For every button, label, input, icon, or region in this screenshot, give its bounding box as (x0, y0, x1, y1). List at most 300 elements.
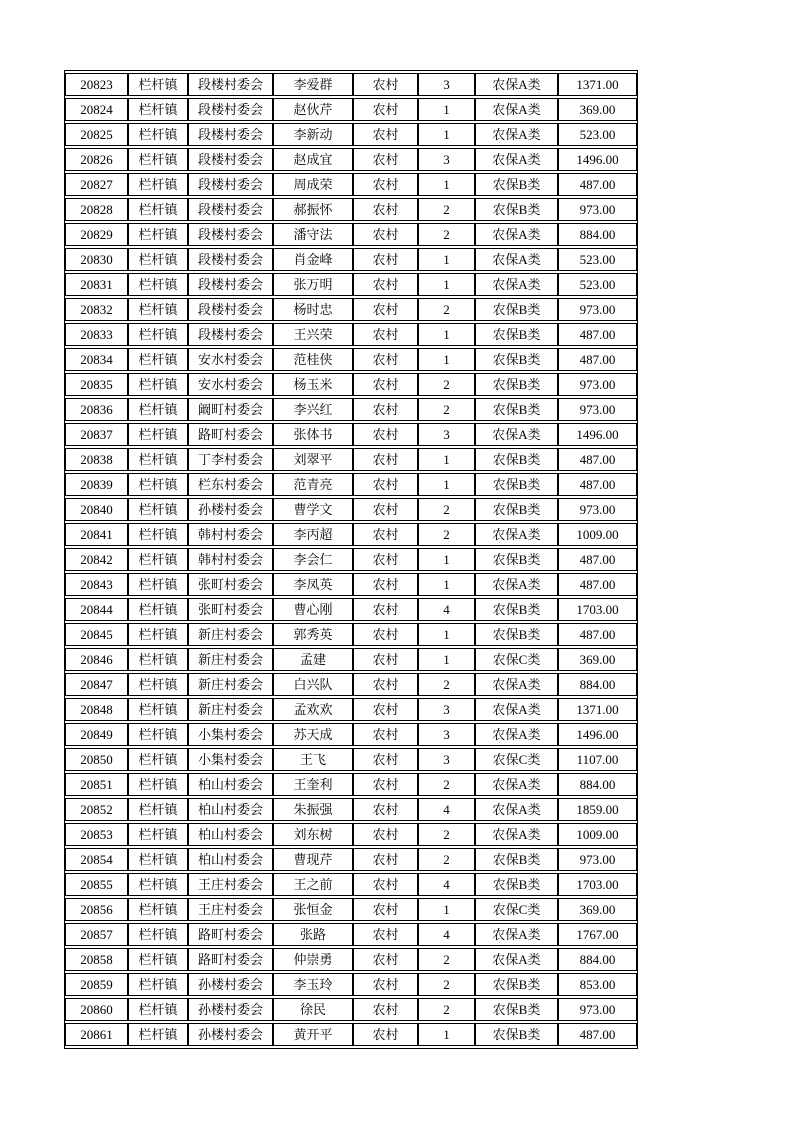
cell-member-count: 1 (418, 323, 475, 346)
cell-town: 栏杆镇 (128, 73, 188, 96)
cell-town: 栏杆镇 (128, 1023, 188, 1046)
cell-amount: 1009.00 (558, 823, 637, 846)
cell-member-count: 4 (418, 873, 475, 896)
cell-person-name: 朱振强 (273, 798, 353, 821)
cell-amount: 1496.00 (558, 423, 637, 446)
cell-serial-number: 20848 (65, 698, 128, 721)
cell-member-count: 1 (418, 573, 475, 596)
cell-amount: 1703.00 (558, 598, 637, 621)
cell-serial-number: 20838 (65, 448, 128, 471)
table-row (65, 723, 637, 746)
cell-town: 栏杆镇 (128, 823, 188, 846)
table-row (65, 873, 637, 896)
cell-residence-type: 农村 (353, 323, 418, 346)
cell-serial-number: 20858 (65, 948, 128, 971)
cell-village-committee: 段楼村委会 (188, 148, 273, 171)
cell-village-committee: 段楼村委会 (188, 273, 273, 296)
cell-insurance-category: 农保B类 (475, 548, 558, 571)
cell-amount: 523.00 (558, 123, 637, 146)
cell-town: 栏杆镇 (128, 798, 188, 821)
cell-village-committee: 阚町村委会 (188, 398, 273, 421)
table-row (65, 748, 637, 771)
cell-residence-type: 农村 (353, 823, 418, 846)
cell-residence-type: 农村 (353, 648, 418, 671)
cell-insurance-category: 农保A类 (475, 273, 558, 296)
cell-serial-number: 20860 (65, 998, 128, 1021)
cell-amount: 1496.00 (558, 148, 637, 171)
cell-amount: 973.00 (558, 373, 637, 396)
cell-village-committee: 王庄村委会 (188, 873, 273, 896)
cell-member-count: 1 (418, 448, 475, 471)
cell-town: 栏杆镇 (128, 998, 188, 1021)
table-row (65, 223, 637, 246)
cell-amount: 487.00 (558, 473, 637, 496)
cell-serial-number: 20844 (65, 598, 128, 621)
cell-amount: 523.00 (558, 248, 637, 271)
cell-member-count: 1 (418, 898, 475, 921)
cell-residence-type: 农村 (353, 98, 418, 121)
cell-insurance-category: 农保B类 (475, 348, 558, 371)
cell-village-committee: 安水村委会 (188, 373, 273, 396)
cell-village-committee: 栏东村委会 (188, 473, 273, 496)
cell-amount: 884.00 (558, 773, 637, 796)
table-row (65, 198, 637, 221)
cell-residence-type: 农村 (353, 798, 418, 821)
cell-amount: 884.00 (558, 948, 637, 971)
cell-person-name: 张体书 (273, 423, 353, 446)
cell-amount: 1371.00 (558, 73, 637, 96)
cell-residence-type: 农村 (353, 248, 418, 271)
table-row (65, 848, 637, 871)
cell-serial-number: 20824 (65, 98, 128, 121)
cell-insurance-category: 农保B类 (475, 998, 558, 1021)
cell-residence-type: 农村 (353, 998, 418, 1021)
cell-town: 栏杆镇 (128, 898, 188, 921)
cell-person-name: 周成荣 (273, 173, 353, 196)
cell-residence-type: 农村 (353, 398, 418, 421)
cell-village-committee: 张町村委会 (188, 598, 273, 621)
cell-village-committee: 段楼村委会 (188, 198, 273, 221)
cell-member-count: 4 (418, 798, 475, 821)
cell-residence-type: 农村 (353, 148, 418, 171)
cell-town: 栏杆镇 (128, 148, 188, 171)
cell-amount: 973.00 (558, 998, 637, 1021)
cell-member-count: 2 (418, 998, 475, 1021)
cell-member-count: 2 (418, 948, 475, 971)
cell-serial-number: 20861 (65, 1023, 128, 1046)
cell-person-name: 徐民 (273, 998, 353, 1021)
cell-serial-number: 20835 (65, 373, 128, 396)
cell-member-count: 2 (418, 498, 475, 521)
cell-insurance-category: 农保A类 (475, 773, 558, 796)
cell-person-name: 李丙超 (273, 523, 353, 546)
cell-insurance-category: 农保B类 (475, 973, 558, 996)
cell-town: 栏杆镇 (128, 348, 188, 371)
cell-residence-type: 农村 (353, 748, 418, 771)
cell-town: 栏杆镇 (128, 523, 188, 546)
cell-insurance-category: 农保B类 (475, 1023, 558, 1046)
cell-amount: 853.00 (558, 973, 637, 996)
cell-residence-type: 农村 (353, 698, 418, 721)
cell-amount: 487.00 (558, 548, 637, 571)
cell-amount: 973.00 (558, 498, 637, 521)
cell-insurance-category: 农保B类 (475, 873, 558, 896)
cell-insurance-category: 农保B类 (475, 373, 558, 396)
cell-serial-number: 20845 (65, 623, 128, 646)
cell-insurance-category: 农保C类 (475, 748, 558, 771)
cell-town: 栏杆镇 (128, 448, 188, 471)
cell-insurance-category: 农保A类 (475, 823, 558, 846)
table-row (65, 98, 637, 121)
cell-amount: 487.00 (558, 573, 637, 596)
cell-town: 栏杆镇 (128, 298, 188, 321)
cell-member-count: 1 (418, 548, 475, 571)
cell-serial-number: 20850 (65, 748, 128, 771)
cell-insurance-category: 农保C类 (475, 648, 558, 671)
cell-village-committee: 安水村委会 (188, 348, 273, 371)
cell-town: 栏杆镇 (128, 398, 188, 421)
cell-town: 栏杆镇 (128, 423, 188, 446)
cell-residence-type: 农村 (353, 1023, 418, 1046)
table-row (65, 423, 637, 446)
cell-residence-type: 农村 (353, 598, 418, 621)
cell-residence-type: 农村 (353, 948, 418, 971)
cell-insurance-category: 农保A类 (475, 73, 558, 96)
cell-amount: 1371.00 (558, 698, 637, 721)
cell-amount: 369.00 (558, 898, 637, 921)
table-row (65, 773, 637, 796)
cell-amount: 487.00 (558, 623, 637, 646)
cell-insurance-category: 农保B类 (475, 473, 558, 496)
cell-member-count: 1 (418, 173, 475, 196)
table-row (65, 923, 637, 946)
cell-person-name: 李会仁 (273, 548, 353, 571)
cell-residence-type: 农村 (353, 473, 418, 496)
cell-residence-type: 农村 (353, 498, 418, 521)
cell-town: 栏杆镇 (128, 648, 188, 671)
cell-amount: 523.00 (558, 273, 637, 296)
cell-residence-type: 农村 (353, 573, 418, 596)
cell-village-committee: 新庄村委会 (188, 623, 273, 646)
cell-residence-type: 农村 (353, 223, 418, 246)
cell-person-name: 肖金峰 (273, 248, 353, 271)
cell-town: 栏杆镇 (128, 548, 188, 571)
cell-person-name: 王飞 (273, 748, 353, 771)
cell-serial-number: 20847 (65, 673, 128, 696)
cell-serial-number: 20851 (65, 773, 128, 796)
cell-person-name: 张万明 (273, 273, 353, 296)
cell-town: 栏杆镇 (128, 273, 188, 296)
cell-person-name: 郝振怀 (273, 198, 353, 221)
cell-residence-type: 农村 (353, 173, 418, 196)
cell-village-committee: 小集村委会 (188, 748, 273, 771)
cell-town: 栏杆镇 (128, 98, 188, 121)
table-row (65, 623, 637, 646)
cell-town: 栏杆镇 (128, 123, 188, 146)
table-row (65, 323, 637, 346)
cell-amount: 487.00 (558, 348, 637, 371)
cell-town: 栏杆镇 (128, 248, 188, 271)
cell-member-count: 2 (418, 523, 475, 546)
cell-person-name: 曹现芹 (273, 848, 353, 871)
cell-person-name: 仲崇勇 (273, 948, 353, 971)
cell-residence-type: 农村 (353, 673, 418, 696)
cell-amount: 1107.00 (558, 748, 637, 771)
table-row (65, 348, 637, 371)
cell-town: 栏杆镇 (128, 573, 188, 596)
cell-person-name: 李兴红 (273, 398, 353, 421)
cell-village-committee: 柏山村委会 (188, 848, 273, 871)
cell-serial-number: 20826 (65, 148, 128, 171)
cell-serial-number: 20823 (65, 73, 128, 96)
cell-person-name: 刘翠平 (273, 448, 353, 471)
cell-serial-number: 20856 (65, 898, 128, 921)
cell-member-count: 4 (418, 923, 475, 946)
cell-residence-type: 农村 (353, 348, 418, 371)
table-row (65, 998, 637, 1021)
cell-amount: 1703.00 (558, 873, 637, 896)
cell-town: 栏杆镇 (128, 673, 188, 696)
cell-village-committee: 段楼村委会 (188, 73, 273, 96)
cell-town: 栏杆镇 (128, 973, 188, 996)
cell-member-count: 1 (418, 348, 475, 371)
cell-serial-number: 20841 (65, 523, 128, 546)
cell-person-name: 苏天成 (273, 723, 353, 746)
table-row (65, 73, 637, 96)
cell-member-count: 1 (418, 648, 475, 671)
cell-residence-type: 农村 (353, 198, 418, 221)
table-row (65, 173, 637, 196)
cell-village-committee: 段楼村委会 (188, 298, 273, 321)
cell-insurance-category: 农保A类 (475, 523, 558, 546)
data-table (65, 71, 637, 1048)
cell-town: 栏杆镇 (128, 223, 188, 246)
cell-person-name: 李玉玲 (273, 973, 353, 996)
cell-amount: 1496.00 (558, 723, 637, 746)
cell-person-name: 曹心刚 (273, 598, 353, 621)
cell-serial-number: 20833 (65, 323, 128, 346)
cell-person-name: 王之前 (273, 873, 353, 896)
cell-town: 栏杆镇 (128, 948, 188, 971)
table-row (65, 898, 637, 921)
cell-insurance-category: 农保A类 (475, 423, 558, 446)
cell-insurance-category: 农保A类 (475, 723, 558, 746)
table-row (65, 398, 637, 421)
table-row (65, 1023, 637, 1046)
table-row (65, 548, 637, 571)
cell-residence-type: 农村 (353, 73, 418, 96)
cell-member-count: 2 (418, 848, 475, 871)
cell-insurance-category: 农保B类 (475, 848, 558, 871)
cell-insurance-category: 农保B类 (475, 198, 558, 221)
cell-residence-type: 农村 (353, 423, 418, 446)
cell-town: 栏杆镇 (128, 623, 188, 646)
cell-insurance-category: 农保B类 (475, 298, 558, 321)
cell-member-count: 3 (418, 148, 475, 171)
cell-serial-number: 20852 (65, 798, 128, 821)
cell-town: 栏杆镇 (128, 323, 188, 346)
cell-insurance-category: 农保A类 (475, 573, 558, 596)
cell-insurance-category: 农保B类 (475, 498, 558, 521)
cell-insurance-category: 农保A类 (475, 948, 558, 971)
cell-village-committee: 孙楼村委会 (188, 1023, 273, 1046)
cell-serial-number: 20846 (65, 648, 128, 671)
cell-amount: 487.00 (558, 323, 637, 346)
cell-village-committee: 新庄村委会 (188, 673, 273, 696)
cell-village-committee: 段楼村委会 (188, 223, 273, 246)
cell-member-count: 2 (418, 823, 475, 846)
cell-serial-number: 20828 (65, 198, 128, 221)
table-outer-frame (64, 70, 638, 1049)
table-row (65, 823, 637, 846)
cell-village-committee: 孙楼村委会 (188, 998, 273, 1021)
cell-member-count: 2 (418, 373, 475, 396)
cell-insurance-category: 农保A类 (475, 698, 558, 721)
cell-serial-number: 20843 (65, 573, 128, 596)
cell-residence-type: 农村 (353, 773, 418, 796)
cell-residence-type: 农村 (353, 623, 418, 646)
cell-village-committee: 路町村委会 (188, 948, 273, 971)
cell-town: 栏杆镇 (128, 773, 188, 796)
table-row (65, 798, 637, 821)
cell-person-name: 潘守法 (273, 223, 353, 246)
cell-amount: 487.00 (558, 173, 637, 196)
cell-amount: 884.00 (558, 673, 637, 696)
cell-member-count: 1 (418, 273, 475, 296)
table-row (65, 123, 637, 146)
cell-serial-number: 20837 (65, 423, 128, 446)
cell-amount: 369.00 (558, 98, 637, 121)
cell-serial-number: 20857 (65, 923, 128, 946)
cell-village-committee: 路町村委会 (188, 423, 273, 446)
cell-village-committee: 张町村委会 (188, 573, 273, 596)
table-row (65, 648, 637, 671)
table-row (65, 523, 637, 546)
cell-insurance-category: 农保A类 (475, 123, 558, 146)
cell-town: 栏杆镇 (128, 373, 188, 396)
cell-amount: 973.00 (558, 298, 637, 321)
cell-village-committee: 段楼村委会 (188, 123, 273, 146)
cell-serial-number: 20825 (65, 123, 128, 146)
cell-insurance-category: 农保A类 (475, 923, 558, 946)
cell-person-name: 曹学文 (273, 498, 353, 521)
cell-person-name: 张恒金 (273, 898, 353, 921)
cell-person-name: 范青亮 (273, 473, 353, 496)
cell-residence-type: 农村 (353, 923, 418, 946)
cell-residence-type: 农村 (353, 123, 418, 146)
table-row (65, 298, 637, 321)
cell-residence-type: 农村 (353, 973, 418, 996)
cell-member-count: 1 (418, 248, 475, 271)
cell-village-committee: 韩村村委会 (188, 523, 273, 546)
cell-member-count: 3 (418, 423, 475, 446)
cell-village-committee: 柏山村委会 (188, 798, 273, 821)
cell-person-name: 孟欢欢 (273, 698, 353, 721)
cell-town: 栏杆镇 (128, 873, 188, 896)
cell-person-name: 赵伙芹 (273, 98, 353, 121)
cell-residence-type: 农村 (353, 548, 418, 571)
cell-serial-number: 20849 (65, 723, 128, 746)
cell-person-name: 郭秀英 (273, 623, 353, 646)
cell-town: 栏杆镇 (128, 748, 188, 771)
cell-member-count: 2 (418, 198, 475, 221)
table-row (65, 573, 637, 596)
cell-insurance-category: 农保C类 (475, 898, 558, 921)
cell-town: 栏杆镇 (128, 598, 188, 621)
cell-amount: 487.00 (558, 448, 637, 471)
cell-insurance-category: 农保A类 (475, 98, 558, 121)
cell-town: 栏杆镇 (128, 923, 188, 946)
cell-member-count: 3 (418, 748, 475, 771)
table-row (65, 148, 637, 171)
cell-residence-type: 农村 (353, 523, 418, 546)
cell-member-count: 1 (418, 98, 475, 121)
cell-member-count: 1 (418, 1023, 475, 1046)
cell-member-count: 2 (418, 673, 475, 696)
cell-insurance-category: 农保A类 (475, 248, 558, 271)
cell-village-committee: 柏山村委会 (188, 823, 273, 846)
cell-village-committee: 柏山村委会 (188, 773, 273, 796)
cell-village-committee: 丁李村委会 (188, 448, 273, 471)
cell-village-committee: 孙楼村委会 (188, 973, 273, 996)
cell-person-name: 杨时忠 (273, 298, 353, 321)
cell-village-committee: 孙楼村委会 (188, 498, 273, 521)
cell-person-name: 黄开平 (273, 1023, 353, 1046)
cell-village-committee: 路町村委会 (188, 923, 273, 946)
cell-person-name: 王奎利 (273, 773, 353, 796)
cell-serial-number: 20855 (65, 873, 128, 896)
cell-insurance-category: 农保B类 (475, 398, 558, 421)
cell-person-name: 赵成宜 (273, 148, 353, 171)
table-row (65, 598, 637, 621)
table-row (65, 498, 637, 521)
cell-person-name: 王兴荣 (273, 323, 353, 346)
cell-amount: 1009.00 (558, 523, 637, 546)
table-row (65, 948, 637, 971)
cell-person-name: 李凤英 (273, 573, 353, 596)
cell-member-count: 2 (418, 773, 475, 796)
cell-town: 栏杆镇 (128, 198, 188, 221)
cell-person-name: 杨玉米 (273, 373, 353, 396)
cell-person-name: 刘东树 (273, 823, 353, 846)
cell-amount: 973.00 (558, 848, 637, 871)
cell-serial-number: 20840 (65, 498, 128, 521)
cell-member-count: 1 (418, 473, 475, 496)
cell-village-committee: 段楼村委会 (188, 98, 273, 121)
table-row (65, 448, 637, 471)
cell-member-count: 2 (418, 223, 475, 246)
cell-insurance-category: 农保B类 (475, 323, 558, 346)
cell-residence-type: 农村 (353, 898, 418, 921)
cell-insurance-category: 农保B类 (475, 623, 558, 646)
cell-town: 栏杆镇 (128, 173, 188, 196)
cell-member-count: 3 (418, 698, 475, 721)
cell-residence-type: 农村 (353, 373, 418, 396)
table-row (65, 473, 637, 496)
cell-village-committee: 王庄村委会 (188, 898, 273, 921)
cell-village-committee: 段楼村委会 (188, 323, 273, 346)
cell-village-committee: 韩村村委会 (188, 548, 273, 571)
table-row (65, 373, 637, 396)
cell-person-name: 范桂侠 (273, 348, 353, 371)
table-row (65, 248, 637, 271)
table-row (65, 673, 637, 696)
cell-member-count: 2 (418, 398, 475, 421)
cell-insurance-category: 农保B类 (475, 448, 558, 471)
cell-member-count: 3 (418, 723, 475, 746)
cell-serial-number: 20832 (65, 298, 128, 321)
cell-village-committee: 新庄村委会 (188, 698, 273, 721)
